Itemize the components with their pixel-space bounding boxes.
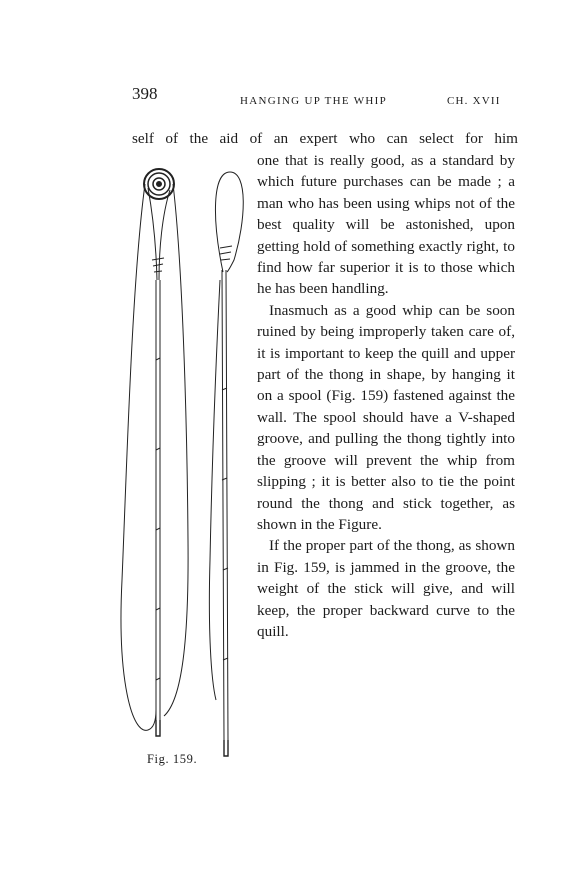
whip-left (121, 184, 188, 736)
running-title: HANGING UP THE WHIP (240, 95, 388, 107)
paragraph-continued: one that is really good, as a standard by which future purchases can be made ; a man who has been using whips not of the best quality will be astonished, upon getting hold of something exactly right, to find how far superior it is to those which he has been handling. (257, 152, 515, 298)
paragraph-inasmuch: Inasmuch as a good whip can be soon ruined by being improperly taken care of, it is important to keep the quill and upper part of the thong in shape, by hanging it on a spool (Fig. 159) fastened against the wall. The spool should have a V-shaped groove, and pulling the thong tightly into the groove will prevent the whip from slipping ; it is better also to tie the point round the thong and stick together, as shown in the Figure. (257, 301, 515, 533)
paragraph-proper-part: If the proper part of the thong, as shown in Fig. 159, is jammed in the groove, the weight of the stick will give, and will keep, the proper backward curve to the quill. (257, 537, 515, 640)
whip-right (209, 172, 243, 756)
body-text-column (257, 150, 515, 642)
chapter-reference: CH. XVII (447, 95, 501, 107)
spool-icon (144, 169, 174, 199)
whip-illustration (112, 160, 262, 760)
body-first-line: self of the aid of an expert who can select for him (132, 130, 518, 147)
figure-caption: Fig. 159. (147, 752, 198, 766)
page-number: 398 (132, 84, 158, 103)
